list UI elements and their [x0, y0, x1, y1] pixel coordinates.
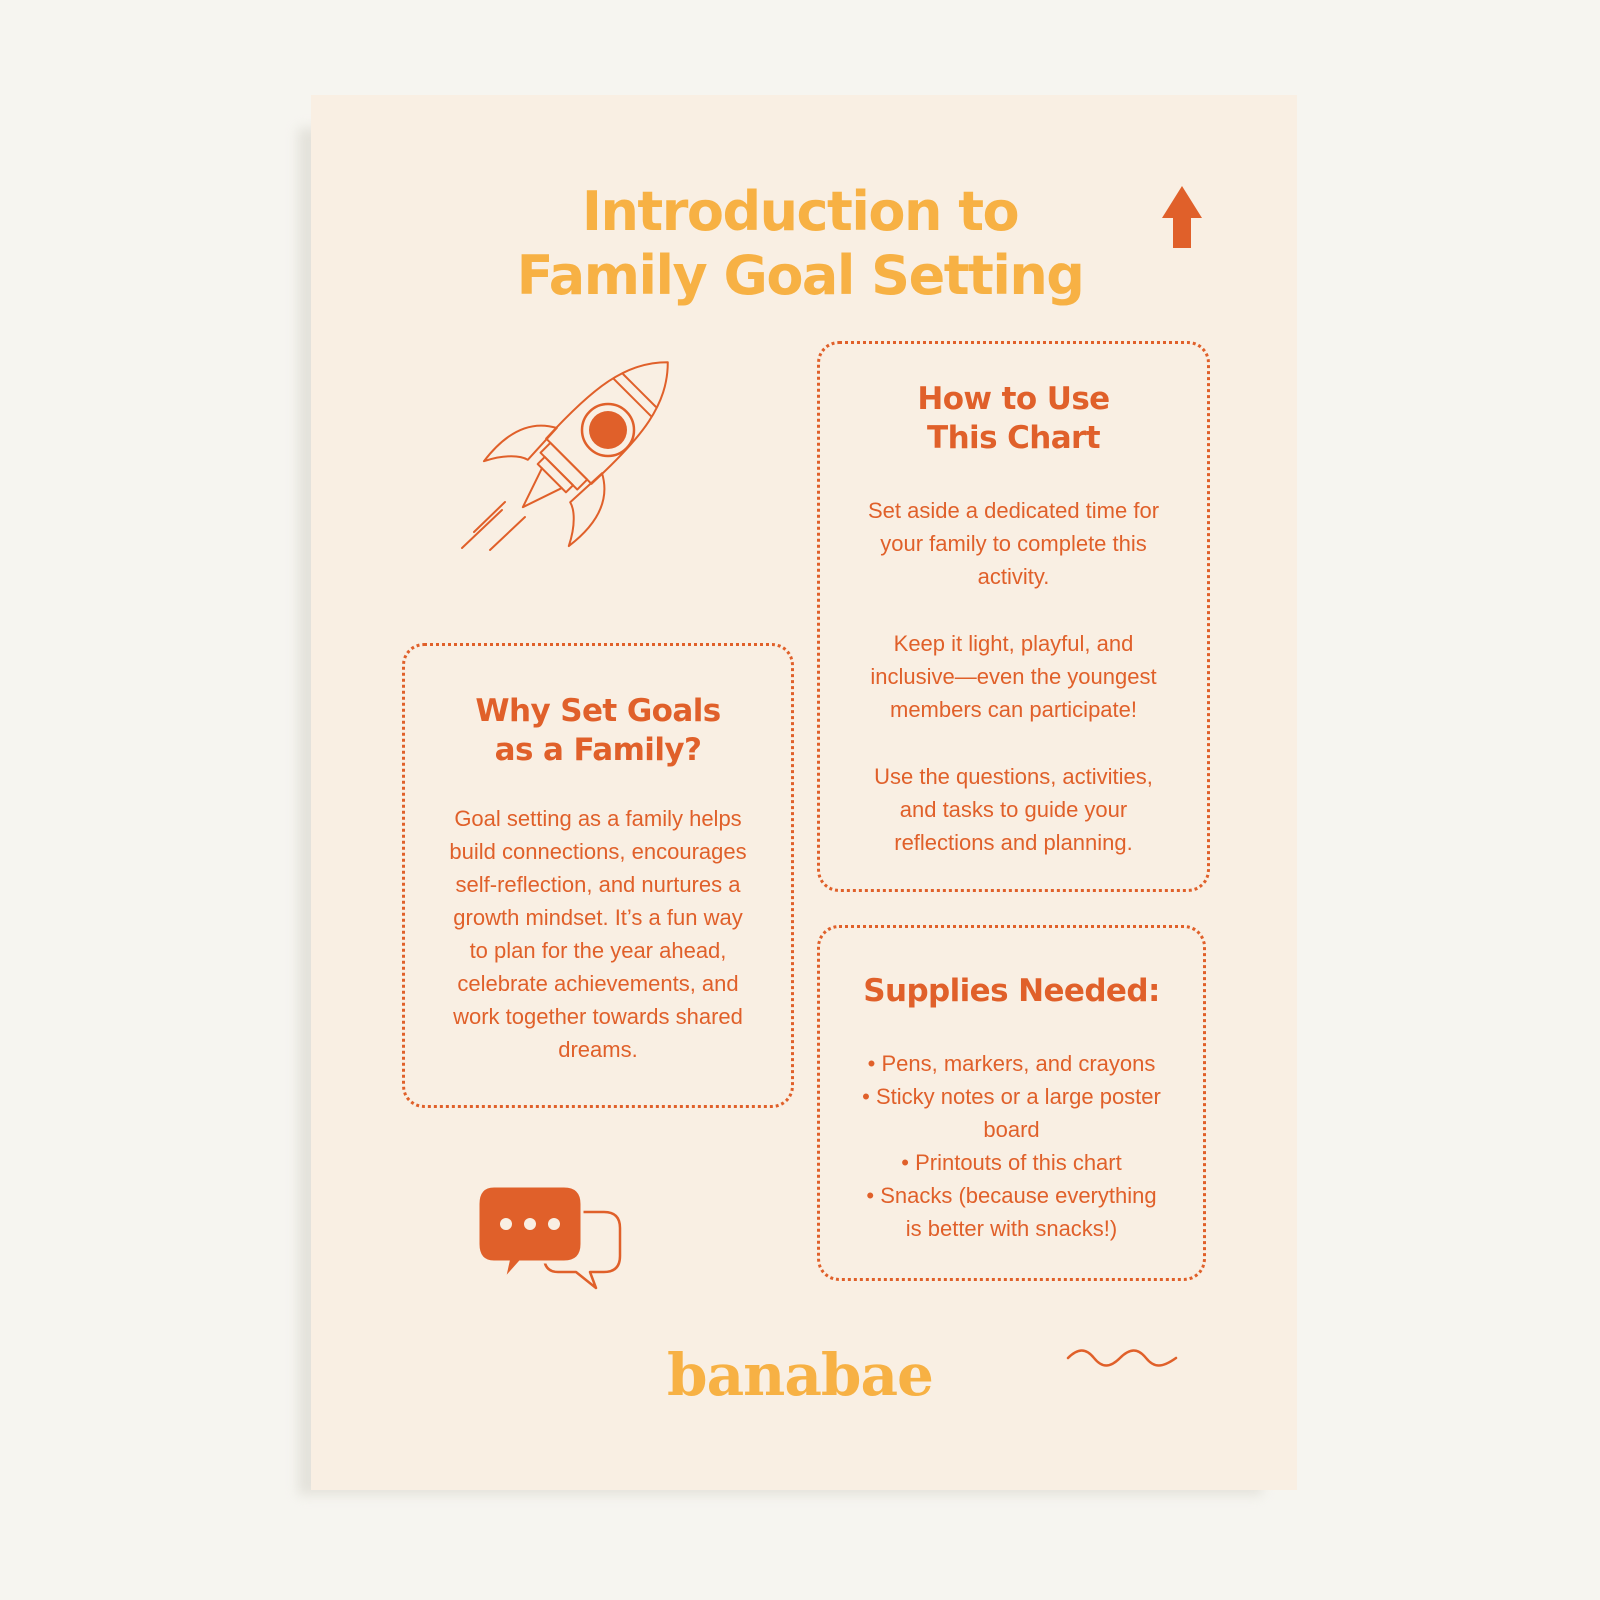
title-line-1: Introduction to [581, 180, 1019, 243]
list-item: • Sticky notes or a large poster board [862, 1084, 1161, 1142]
arrow-up-icon [1160, 186, 1204, 248]
supplies-box [817, 925, 1206, 1281]
how-heading-line-2: This Chart [927, 420, 1100, 456]
how-to-use-heading [820, 380, 1207, 458]
how-paragraph-1: Set aside a dedicated time for your family to complete this activity. [867, 498, 1160, 589]
why-heading-line-2: as a Family? [494, 732, 702, 768]
why-goals-body: Goal setting as a family helps build connections, encourages self-reflection, and nurtures a growth mindset. It’s a fun way to plan for the year ahead, celebrate achievements, and work together towards shared dreams. [449, 806, 747, 1062]
chat-bubbles-icon [476, 1184, 624, 1292]
rocket-icon [460, 360, 690, 570]
supplies-list [857, 1047, 1167, 1245]
why-heading-line-1: Why Set Goals [475, 693, 721, 729]
why-goals-heading [405, 692, 791, 770]
how-paragraph-3: Use the questions, activities, and tasks to guide your reflections and planning. [874, 764, 1153, 855]
brand-logo: banabae [667, 1341, 933, 1409]
supplies-heading: Supplies Needed: [863, 973, 1160, 1009]
how-to-use-box [817, 341, 1210, 892]
list-item: • Printouts of this chart [901, 1150, 1122, 1175]
list-item: • Pens, markers, and crayons [867, 1051, 1156, 1076]
title-line-2: Family Goal Setting [516, 244, 1084, 307]
list-item: • Snacks (because everything is better with snacks!) [866, 1183, 1157, 1241]
why-goals-box [402, 643, 794, 1108]
page-title [0, 180, 1600, 308]
how-paragraph-2: Keep it light, playful, and inclusive—even the youngest members can participate! [870, 631, 1157, 722]
how-heading-line-1: How to Use [917, 381, 1110, 417]
